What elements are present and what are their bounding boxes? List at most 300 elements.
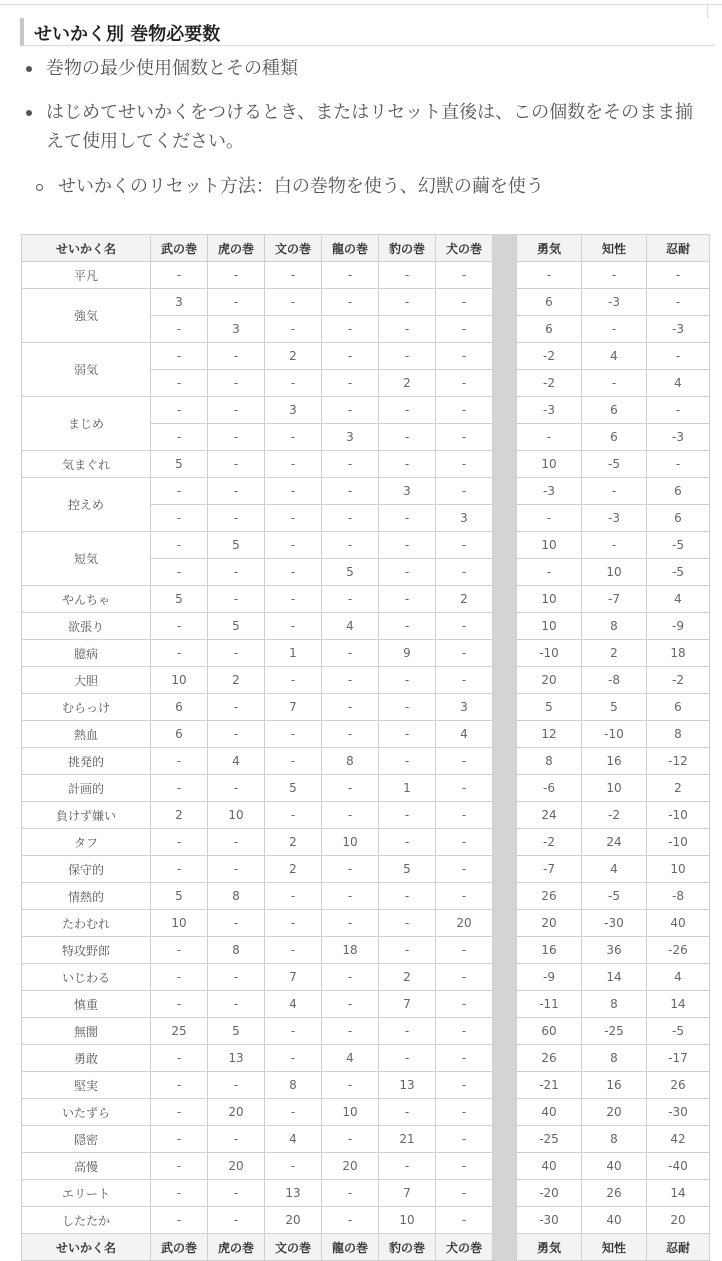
scroll-count-cell: 8 (322, 748, 379, 775)
scroll-count-cell: 21 (379, 1126, 436, 1153)
personality-name: エリート (22, 1180, 151, 1207)
column-header: 虎の巻 (208, 235, 265, 262)
scroll-count-cell: - (151, 559, 208, 586)
column-gap (493, 289, 517, 316)
stat-change-cell: 10 (517, 586, 582, 613)
scroll-count-cell: 6 (151, 694, 208, 721)
personality-name: 欲張り (22, 613, 151, 640)
column-gap (493, 316, 517, 343)
stat-change-cell: 12 (517, 721, 582, 748)
scroll-count-cell: - (208, 505, 265, 532)
stat-change-cell: 8 (582, 1045, 647, 1072)
scroll-count-cell: - (151, 748, 208, 775)
scroll-count-cell: - (436, 532, 493, 559)
table-row (22, 991, 710, 1018)
stat-change-cell: 26 (517, 883, 582, 910)
note-text: 巻物の最少使用個数とその種類 (46, 58, 298, 79)
stat-change-cell: -5 (647, 1018, 710, 1045)
stat-change-cell: -20 (517, 1180, 582, 1207)
scroll-count-cell: - (151, 532, 208, 559)
stat-change-cell: -2 (517, 370, 582, 397)
scroll-count-cell: - (379, 910, 436, 937)
scroll-count-cell: - (151, 1153, 208, 1180)
scroll-count-cell: - (208, 721, 265, 748)
scroll-count-cell: - (151, 505, 208, 532)
scroll-count-cell: - (436, 1072, 493, 1099)
stat-change-cell: 2 (647, 775, 710, 802)
scroll-count-cell: - (436, 829, 493, 856)
scroll-count-cell: - (265, 1099, 322, 1126)
stat-change-cell: - (582, 262, 647, 289)
stat-change-cell: 40 (647, 910, 710, 937)
scroll-count-cell: 5 (151, 451, 208, 478)
scroll-count-cell: - (379, 613, 436, 640)
scroll-count-cell: 2 (265, 343, 322, 370)
column-header: 文の巻 (265, 1234, 322, 1261)
scroll-count-cell: - (322, 991, 379, 1018)
scroll-count-cell: - (436, 289, 493, 316)
stat-change-cell: -30 (582, 910, 647, 937)
column-header: 知性 (582, 235, 647, 262)
scroll-count-cell: - (265, 586, 322, 613)
column-gap (493, 613, 517, 640)
personality-name: 隠密 (22, 1126, 151, 1153)
stat-change-cell: -10 (647, 829, 710, 856)
scroll-count-cell: - (436, 1045, 493, 1072)
column-gap (493, 829, 517, 856)
personality-name: 高慢 (22, 1153, 151, 1180)
scroll-count-cell: - (265, 289, 322, 316)
personality-name: いじわる (22, 964, 151, 991)
scroll-count-cell: - (151, 856, 208, 883)
stat-change-cell: 26 (517, 1045, 582, 1072)
scroll-count-cell: 5 (265, 775, 322, 802)
scroll-count-cell: - (208, 343, 265, 370)
personality-name: 平凡 (22, 262, 151, 289)
table-row (22, 343, 710, 370)
scroll-count-cell: - (379, 883, 436, 910)
stat-change-cell: 10 (517, 451, 582, 478)
scroll-count-cell: - (379, 397, 436, 424)
column-gap (493, 370, 517, 397)
stat-change-cell: -9 (517, 964, 582, 991)
column-header: 武の巻 (151, 1234, 208, 1261)
scroll-count-cell: - (379, 1018, 436, 1045)
scroll-count-cell: - (322, 910, 379, 937)
scroll-count-cell: - (379, 424, 436, 451)
stat-change-cell: -5 (647, 559, 710, 586)
scroll-count-cell: 10 (322, 1099, 379, 1126)
column-header: 豹の巻 (379, 1234, 436, 1261)
personality-name: 気まぐれ (22, 451, 151, 478)
table-row (22, 1180, 710, 1207)
scroll-count-cell: - (322, 775, 379, 802)
scroll-count-cell: 2 (265, 829, 322, 856)
stat-change-cell: 40 (582, 1153, 647, 1180)
scroll-count-cell: 7 (265, 964, 322, 991)
column-header: 豹の巻 (379, 235, 436, 262)
scroll-count-cell: - (151, 316, 208, 343)
scroll-count-cell: - (436, 424, 493, 451)
scroll-count-cell: 3 (151, 289, 208, 316)
scroll-count-cell: - (265, 748, 322, 775)
scroll-count-cell: - (379, 532, 436, 559)
scroll-count-cell: - (151, 775, 208, 802)
stat-change-cell: -7 (582, 586, 647, 613)
scroll-count-cell: 20 (208, 1153, 265, 1180)
stat-change-cell: 8 (517, 748, 582, 775)
scroll-count-cell: 5 (208, 613, 265, 640)
scroll-count-cell: 3 (208, 316, 265, 343)
stat-change-cell: -26 (647, 937, 710, 964)
scroll-count-cell: - (436, 1126, 493, 1153)
personality-name: むらっけ (22, 694, 151, 721)
scroll-count-cell: - (436, 316, 493, 343)
table-row (22, 829, 710, 856)
personality-name: 弱気 (22, 343, 151, 397)
scroll-count-cell: - (322, 640, 379, 667)
scroll-count-cell: 9 (379, 640, 436, 667)
table-row (22, 910, 710, 937)
stat-change-cell: -5 (647, 532, 710, 559)
scroll-count-cell: - (322, 1018, 379, 1045)
scroll-count-cell: - (379, 343, 436, 370)
personality-name: まじめ (22, 397, 151, 451)
stat-change-cell: - (517, 559, 582, 586)
table-row (22, 262, 710, 289)
stat-change-cell: 42 (647, 1126, 710, 1153)
scroll-count-cell: 8 (208, 883, 265, 910)
stat-change-cell: 14 (647, 1180, 710, 1207)
scroll-count-cell: - (379, 937, 436, 964)
stat-change-cell: - (517, 505, 582, 532)
scroll-count-cell: 2 (151, 802, 208, 829)
stat-change-cell: -2 (647, 667, 710, 694)
scroll-count-cell: - (151, 370, 208, 397)
scroll-count-cell: - (379, 316, 436, 343)
scroll-count-cell: - (151, 613, 208, 640)
stat-change-cell: 60 (517, 1018, 582, 1045)
stat-change-cell: - (647, 451, 710, 478)
scroll-count-cell: - (208, 1207, 265, 1234)
scroll-count-cell: - (436, 883, 493, 910)
stat-change-cell: -3 (582, 289, 647, 316)
column-gap (493, 721, 517, 748)
scroll-count-cell: 18 (322, 937, 379, 964)
stat-change-cell: 5 (582, 694, 647, 721)
sub-note-text: せいかくのリセット方法：白の巻物を使う、幻獣の繭を使う (58, 176, 544, 197)
stat-change-cell: - (647, 289, 710, 316)
column-gap (493, 1207, 517, 1234)
stat-change-cell: -21 (517, 1072, 582, 1099)
personality-name: 控えめ (22, 478, 151, 532)
stat-change-cell: -10 (582, 721, 647, 748)
stat-change-cell: -3 (517, 397, 582, 424)
scroll-count-cell: - (436, 775, 493, 802)
scroll-count-cell: - (436, 667, 493, 694)
table-row (22, 748, 710, 775)
scroll-count-cell: - (151, 1072, 208, 1099)
column-gap (493, 505, 517, 532)
stat-change-cell: -25 (517, 1126, 582, 1153)
top-divider (0, 4, 722, 5)
table-row (22, 964, 710, 991)
stat-change-cell: 4 (647, 586, 710, 613)
scroll-count-cell: - (322, 478, 379, 505)
scroll-count-cell: 5 (151, 586, 208, 613)
stat-change-cell: -7 (517, 856, 582, 883)
stat-change-cell: - (517, 424, 582, 451)
scroll-count-cell: - (379, 1045, 436, 1072)
scroll-count-cell: - (265, 883, 322, 910)
stat-change-cell: - (582, 532, 647, 559)
personality-name: 負けず嫌い (22, 802, 151, 829)
column-gap (493, 343, 517, 370)
scroll-count-cell: - (208, 829, 265, 856)
table-row (22, 802, 710, 829)
column-gap (493, 910, 517, 937)
scroll-count-cell: 2 (379, 964, 436, 991)
personality-name: 臆病 (22, 640, 151, 667)
column-gap (493, 667, 517, 694)
personality-name: 情熱的 (22, 883, 151, 910)
column-gap (493, 1045, 517, 1072)
stat-change-cell: 40 (517, 1099, 582, 1126)
scroll-count-cell: - (265, 667, 322, 694)
scroll-count-cell: 5 (151, 883, 208, 910)
scroll-count-cell: - (322, 505, 379, 532)
scroll-count-cell: - (379, 721, 436, 748)
scroll-count-cell: - (322, 694, 379, 721)
stat-change-cell: 20 (517, 910, 582, 937)
stat-change-cell: 2 (582, 640, 647, 667)
table-row (22, 775, 710, 802)
scroll-count-cell: - (208, 964, 265, 991)
stat-change-cell: 6 (647, 694, 710, 721)
scroll-count-cell: 13 (265, 1180, 322, 1207)
scroll-count-cell: - (208, 991, 265, 1018)
stat-change-cell: -2 (517, 343, 582, 370)
column-gap (493, 532, 517, 559)
scroll-count-cell: - (208, 1180, 265, 1207)
stat-change-cell: - (647, 343, 710, 370)
stat-change-cell: -10 (647, 802, 710, 829)
column-gap (493, 424, 517, 451)
stat-change-cell: - (582, 316, 647, 343)
stat-change-cell: 6 (582, 424, 647, 451)
stat-change-cell: -3 (582, 505, 647, 532)
scroll-count-cell: 10 (151, 667, 208, 694)
scroll-count-cell: - (322, 343, 379, 370)
scroll-count-cell: - (151, 478, 208, 505)
scroll-count-cell: - (208, 586, 265, 613)
section-heading-text: せいかく別 巻物必要数 (34, 24, 221, 45)
stat-change-cell: 6 (582, 397, 647, 424)
stat-change-cell: -25 (582, 1018, 647, 1045)
scroll-count-cell: - (208, 1072, 265, 1099)
stat-change-cell: -8 (647, 883, 710, 910)
column-header: 武の巻 (151, 235, 208, 262)
scroll-count-cell: 2 (379, 370, 436, 397)
scroll-count-cell: - (208, 424, 265, 451)
scroll-count-cell: 4 (322, 613, 379, 640)
scroll-count-cell: 20 (265, 1207, 322, 1234)
personality-name: 慎重 (22, 991, 151, 1018)
scroll-count-cell: - (208, 910, 265, 937)
scroll-count-cell: - (151, 937, 208, 964)
scroll-count-cell: - (151, 829, 208, 856)
scroll-count-cell: - (379, 1153, 436, 1180)
scroll-count-cell: - (208, 1126, 265, 1153)
table-row (22, 613, 710, 640)
personality-name: 堅実 (22, 1072, 151, 1099)
stat-change-cell: -2 (517, 829, 582, 856)
right-divider (707, 4, 708, 18)
table-header-row (22, 235, 710, 262)
column-header: 文の巻 (265, 235, 322, 262)
scroll-count-cell: - (436, 964, 493, 991)
stat-change-cell: -5 (582, 451, 647, 478)
personality-name: 短気 (22, 532, 151, 586)
stat-change-cell: -3 (517, 478, 582, 505)
stat-change-cell: -9 (647, 613, 710, 640)
scroll-count-cell: 5 (208, 532, 265, 559)
scroll-count-cell: - (436, 802, 493, 829)
table-row (22, 451, 710, 478)
stat-change-cell: -3 (647, 316, 710, 343)
scroll-count-cell: 3 (436, 505, 493, 532)
table-row (22, 694, 710, 721)
scroll-count-cell: 10 (208, 802, 265, 829)
column-gap (493, 262, 517, 289)
scroll-count-cell: - (379, 829, 436, 856)
table-row (22, 1099, 710, 1126)
scroll-count-cell: - (151, 991, 208, 1018)
column-header: 犬の巻 (436, 235, 493, 262)
stat-change-cell: 4 (582, 856, 647, 883)
table-row (22, 1018, 710, 1045)
scroll-count-cell: 20 (322, 1153, 379, 1180)
scroll-count-cell: - (379, 505, 436, 532)
table-row (22, 478, 710, 505)
scroll-count-cell: - (322, 586, 379, 613)
stat-change-cell: 20 (582, 1099, 647, 1126)
stat-change-cell: - (647, 397, 710, 424)
stat-change-cell: 8 (582, 613, 647, 640)
scroll-count-cell: - (379, 559, 436, 586)
scroll-count-cell: - (322, 397, 379, 424)
column-header: 龍の巻 (322, 1234, 379, 1261)
column-gap (493, 775, 517, 802)
scroll-count-cell: 10 (151, 910, 208, 937)
section-heading (20, 18, 714, 46)
scroll-count-cell: - (379, 802, 436, 829)
stat-change-cell: 26 (582, 1180, 647, 1207)
stat-change-cell: -5 (582, 883, 647, 910)
personality-name: タフ (22, 829, 151, 856)
scroll-count-cell: - (322, 964, 379, 991)
scroll-count-cell: 20 (208, 1099, 265, 1126)
column-gap (493, 964, 517, 991)
scroll-count-cell: - (151, 1099, 208, 1126)
column-header: せいかく名 (22, 1234, 151, 1261)
scroll-count-cell: - (322, 1126, 379, 1153)
scroll-count-cell: - (322, 856, 379, 883)
stat-change-cell: 4 (647, 370, 710, 397)
scroll-count-cell: 4 (265, 991, 322, 1018)
scroll-count-cell: 4 (208, 748, 265, 775)
table-row (22, 397, 710, 424)
scroll-count-cell: - (322, 1180, 379, 1207)
scroll-count-cell: - (322, 370, 379, 397)
scroll-count-cell: - (265, 559, 322, 586)
stat-change-cell: -10 (517, 640, 582, 667)
scroll-count-cell: 3 (436, 694, 493, 721)
table-row (22, 856, 710, 883)
scroll-count-cell: - (379, 586, 436, 613)
scroll-count-cell: - (379, 667, 436, 694)
scroll-count-cell: 8 (265, 1072, 322, 1099)
circle-bullet-icon (36, 184, 43, 191)
scroll-count-cell: 7 (379, 1180, 436, 1207)
scroll-count-cell: 5 (379, 856, 436, 883)
table-row (22, 640, 710, 667)
personality-name: 保守的 (22, 856, 151, 883)
scroll-count-cell: - (322, 262, 379, 289)
scroll-count-cell: 2 (208, 667, 265, 694)
scroll-count-cell: - (151, 397, 208, 424)
scroll-count-cell: 5 (322, 559, 379, 586)
table-row (22, 937, 710, 964)
stat-change-cell: -30 (647, 1099, 710, 1126)
personality-name: やんちゃ (22, 586, 151, 613)
scroll-count-cell: - (436, 559, 493, 586)
stat-change-cell: 5 (517, 694, 582, 721)
scroll-count-cell: - (322, 667, 379, 694)
scroll-count-cell: - (151, 1180, 208, 1207)
column-gap (493, 640, 517, 667)
stat-change-cell: 16 (582, 1072, 647, 1099)
personality-name: たわむれ (22, 910, 151, 937)
scroll-count-cell: 2 (436, 586, 493, 613)
scroll-count-cell: - (436, 1018, 493, 1045)
column-header: 虎の巻 (208, 1234, 265, 1261)
stat-change-cell: 10 (582, 775, 647, 802)
personality-name: 計画的 (22, 775, 151, 802)
scroll-count-cell: - (208, 478, 265, 505)
note-text: はじめてせいかくをつけるとき、またはリセット直後は、この個数をそのまま揃えて使用してください。 (46, 102, 694, 152)
scroll-count-cell: 4 (322, 1045, 379, 1072)
scroll-count-cell: - (436, 451, 493, 478)
scroll-count-cell: - (265, 424, 322, 451)
column-header: 忍耐 (647, 235, 710, 262)
scroll-count-cell: 2 (265, 856, 322, 883)
scroll-count-cell: - (322, 1207, 379, 1234)
column-gap (493, 883, 517, 910)
scroll-count-cell: 4 (436, 721, 493, 748)
scroll-count-cell: - (436, 262, 493, 289)
column-gap (493, 1153, 517, 1180)
personality-name: 強気 (22, 289, 151, 343)
stat-change-cell: 6 (517, 289, 582, 316)
scroll-count-cell: - (436, 1207, 493, 1234)
table-row (22, 1207, 710, 1234)
scroll-count-cell: 7 (379, 991, 436, 1018)
scroll-count-cell: - (151, 640, 208, 667)
stat-change-cell: 8 (582, 991, 647, 1018)
column-header: 忍耐 (647, 1234, 710, 1261)
scroll-count-cell: - (265, 613, 322, 640)
